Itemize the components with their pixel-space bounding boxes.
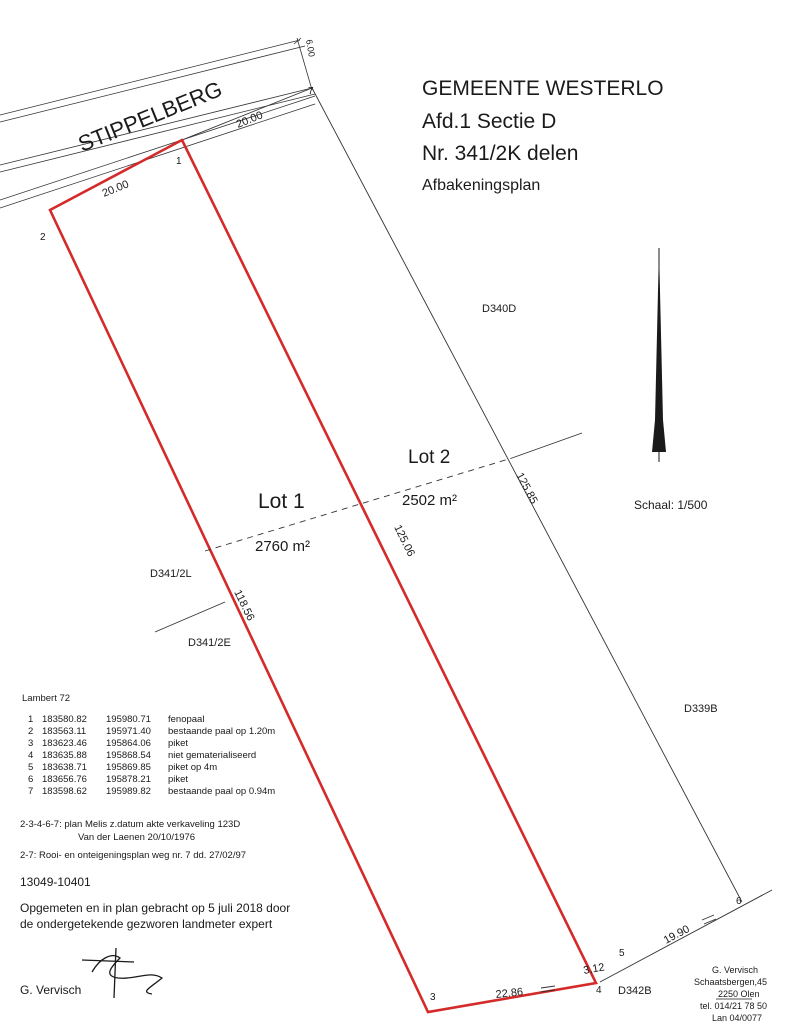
coord-y: 195989.82 [106, 786, 151, 797]
lot2-area: 2502 m² [402, 492, 458, 509]
statement-line1: Opgemeten en in plan gebracht op 5 juli 2018 door [20, 901, 291, 915]
coord-desc: piket [168, 774, 189, 785]
reference-number: 13049-10401 [20, 875, 91, 889]
coord-x: 183635.88 [42, 750, 87, 761]
coord-x: 183563.11 [42, 726, 87, 737]
stamp-license: Lan 04/0077 [712, 1013, 763, 1023]
stamp-name: G. Vervisch [712, 965, 759, 975]
note-plan-melis: 2-3-4-6-7: plan Melis z.datum akte verkaveling 123D [20, 819, 241, 830]
coord-desc: bestaande paal op 1.20m [168, 726, 276, 737]
coord-x: 183598.62 [42, 786, 87, 797]
dim-rear-lot2: 19.90 [661, 923, 692, 947]
north-arrow-icon [652, 248, 666, 462]
coord-nr: 5 [28, 762, 34, 773]
note-rooiplan: 2-7: Rooi- en onteigeningsplan weg nr. 7 dd. 27/02/97 [20, 850, 247, 861]
lot1-name: Lot 1 [258, 490, 305, 513]
dim-side-lot2: 125.85 [513, 470, 540, 507]
point-7: 7 [308, 86, 314, 97]
lot-divide-line [155, 433, 582, 632]
dim-road-width: 6.00 [304, 38, 317, 58]
dim-front-lot2: 20.00 [234, 109, 265, 131]
title-plan-type: Afbakeningsplan [422, 177, 541, 194]
parcel-label-d342b: D342B [618, 985, 652, 997]
scale-label: Schaal: 1/500 [634, 498, 708, 512]
point-2: 2 [40, 232, 46, 243]
coord-nr: 4 [28, 750, 34, 761]
lot2-boundary [182, 88, 772, 982]
coord-desc: fenopaal [168, 714, 205, 725]
lot1-area: 2760 m² [255, 538, 311, 555]
coord-nr: 1 [28, 714, 34, 725]
coord-desc: niet gematerialiseerd [168, 750, 257, 761]
street-name: STIPPELBERG [74, 76, 226, 157]
signature-scribble [82, 948, 162, 998]
coord-y: 195864.06 [106, 738, 151, 749]
dim-side-lot1: 118.56 [231, 588, 257, 623]
parcel-label-d341-2e: D341/2E [188, 637, 231, 649]
point-3: 3 [430, 992, 436, 1003]
dim-rear-lot1: 22.86 [495, 986, 524, 1001]
coord-nr: 2 [28, 726, 34, 737]
coords-table [28, 714, 275, 797]
coord-desc: bestaande paal op 0.94m [168, 786, 276, 797]
point-1: 1 [176, 156, 182, 167]
coord-y: 195869.85 [106, 762, 151, 773]
parcel-label-d339b: D339B [684, 703, 718, 715]
parcel-label-d341-2l: D341/2L [150, 568, 192, 580]
dim-front-lot1: 20.00 [100, 178, 131, 200]
dim-side-mid: 125.06 [391, 523, 417, 559]
coord-nr: 6 [28, 774, 34, 785]
coord-y: 195878.21 [106, 774, 151, 785]
point-5: 5 [619, 948, 625, 959]
parcel-label-d340d: D340D [482, 303, 517, 315]
coord-x: 183580.82 [42, 714, 87, 725]
coord-y: 195980.71 [106, 714, 151, 725]
stamp-phone: tel. 014/21 78 50 [700, 1001, 768, 1011]
coords-heading: Lambert 72 [22, 693, 71, 704]
coord-nr: 7 [28, 786, 34, 797]
coord-y: 195868.54 [106, 750, 151, 761]
coord-x: 183623.46 [42, 738, 87, 749]
title-municipality: GEMEENTE WESTERLO [422, 77, 664, 100]
coord-desc: piket op 4m [168, 762, 218, 773]
coord-x: 183638.71 [42, 762, 87, 773]
note-plan-melis-2: Van der Laenen 20/10/1976 [78, 832, 196, 843]
title-parcel: Nr. 341/2K delen [422, 142, 579, 165]
lot1-outline [50, 140, 596, 1012]
coord-desc: piket [168, 738, 189, 749]
coord-y: 195971.40 [106, 726, 151, 737]
dim-rear-small: 3.12 [582, 961, 606, 977]
lot2-name: Lot 2 [408, 447, 451, 468]
title-division: Afd.1 Sectie D [422, 110, 557, 133]
coord-nr: 3 [28, 738, 34, 749]
stamp-city: 2250 Olen [718, 989, 760, 999]
point-6: 6 [736, 896, 742, 907]
statement-line2: de ondergetekende gezworen landmeter expert [20, 917, 273, 931]
signature-name: G. Vervisch [20, 983, 82, 997]
stamp-street: Schaatsbergen,45 [694, 977, 768, 987]
coord-x: 183656.76 [42, 774, 87, 785]
point-4: 4 [596, 985, 602, 996]
surveyor-stamp [694, 965, 767, 1023]
